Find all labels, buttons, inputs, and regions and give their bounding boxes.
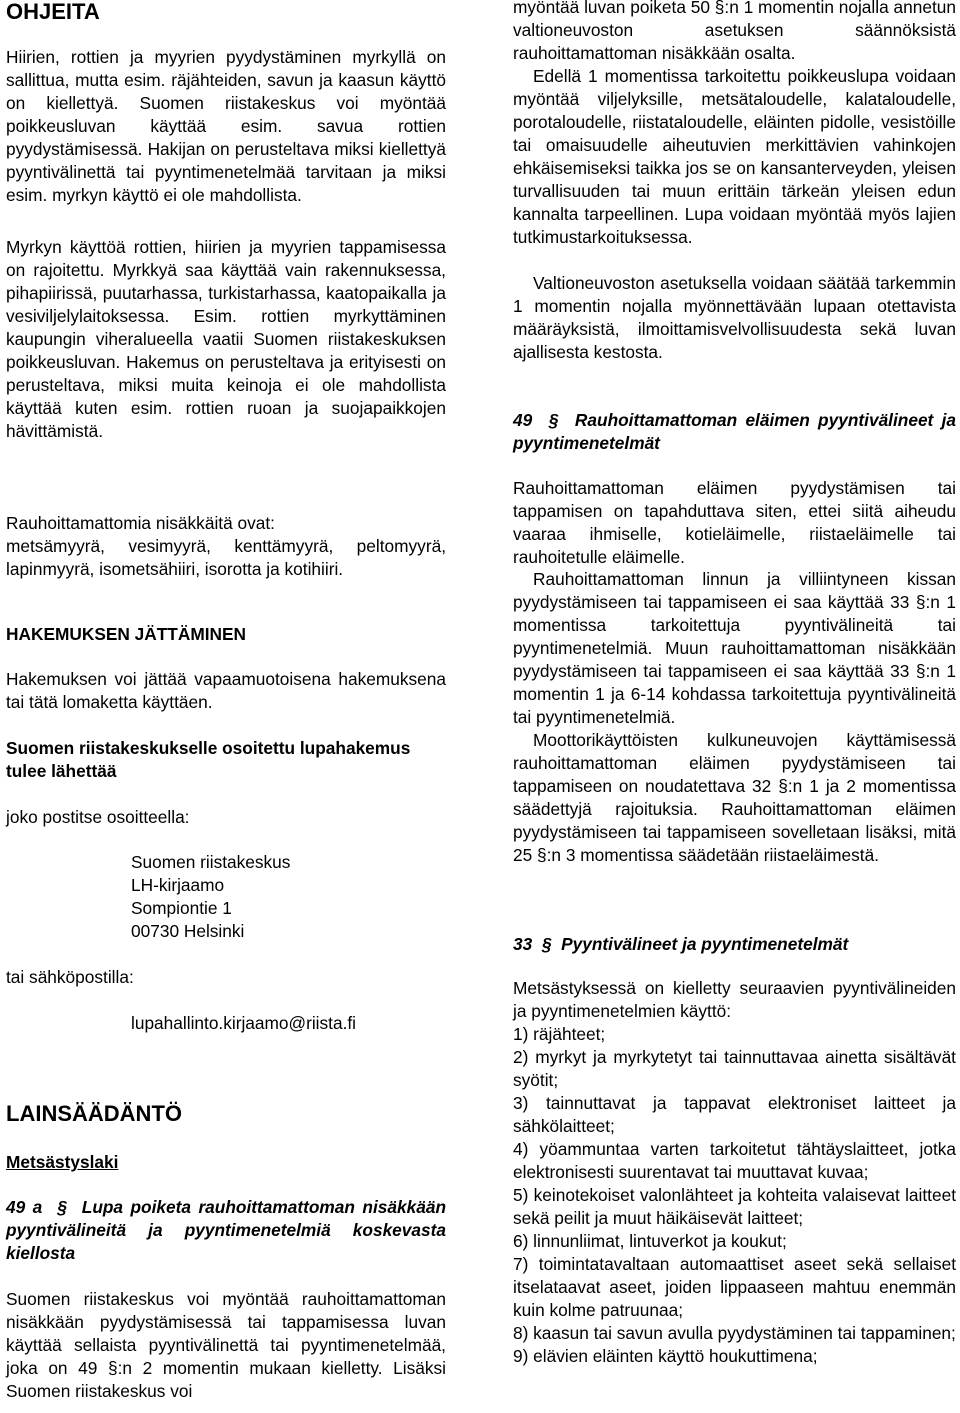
section-33-heading xyxy=(513,933,848,956)
section-49a-paragraph-2: Edellä 1 momentissa tarkoitettu poikkeuslupa voidaan myöntää viljelyksille, metsätaloudelle, kalataloudelle, porotaloudelle, riistataloudelle, eläinten pidolle, vesistöille tai omaisuudelle aiheutuvien merkittävien vahinkojen ehkäisemiseksi taikka jos se on kansanterveyden, yleisen turvallisuuden tai muun erittäin tärkeän yleisen edun kannalta tarpeellinen. Lupa voidaan myöntää myös lajien tutkimustarkoituksessa. xyxy=(513,66,956,247)
section-title: Lupa poiketa rauhoittamattoman nisäkkään pyyntivälineitä ja pyyntimenetelmiä koskevasta kiellosta xyxy=(6,1197,446,1263)
list-item: 4) yöammuntaa varten tarkoitetut tähtäyslaitteet, jotka elektronisesti suurentavat tai muuttavat kuvaa; xyxy=(513,1139,956,1182)
ohjeita-heading: OHJEITA xyxy=(6,0,100,24)
application-paragraph: Hakemuksen voi jättää vapaamuotoisena hakemuksena tai tätä lomaketta käyttäen. xyxy=(6,669,446,712)
unprotected-mammals-list: metsämyyrä, vesimyyrä, kenttämyyrä, peltomyyrä, lapinmyyrä, isometsähiiri, isorotta ja kotihiiri. xyxy=(6,536,446,579)
hunting-act-title: Metsästyslaki xyxy=(6,1152,119,1172)
application-submission-heading: HAKEMUKSEN JÄTTÄMINEN xyxy=(6,624,247,644)
address-line: LH-kirjaamo xyxy=(131,875,225,895)
address-line: Sompiontie 1 xyxy=(131,898,232,918)
section-sign: § xyxy=(548,410,559,430)
section-49-paragraph-1: Rauhoittamattoman eläimen pyydystämisen tai tappamisen on tapahduttava siten, ettei siitä aiheudu vaaraa ihmiselle, kotieläimelle, riistaeläimelle tai rauhoitetulle eläimelle. xyxy=(513,478,956,567)
list-item: 3) tainnuttavat ja tappavat elektroniset laitteet ja sähkölaitteet; xyxy=(513,1093,956,1136)
section-title: Pyyntivälineet ja pyyntimenetelmät xyxy=(561,934,849,954)
section-number: 49 xyxy=(513,410,533,430)
section-sign: § xyxy=(541,934,552,954)
section-sign: § xyxy=(57,1197,67,1217)
list-item: 5) keinotekoiset valonlähteet ja kohteita valaisevat laitteet sekä peilit ja muut häikäisevät laitteet; xyxy=(513,1185,956,1228)
instructions-paragraph-2: Myrkyn käyttöä rottien, hiirien ja myyrien tappamisessa on rajoitettu. Myrkkyä saa käyttää vain rakennuksessa, pihapiirissä, puutarhassa, turkistarhassa, kaatopaikalla ja vesiviljelylaitoksessa. Esim. rottien myrkyttäminen kaupungin viheralueella vaatii Suomen riistakeskuksen poikkeusluvan. Hakemus on perusteltava ja erityisesti on perusteltava, miksi muita keinoja ei ole mahdollista käyttää kuten esim. rottien ruoan ja suojapaikkojen hävittämistä. xyxy=(6,237,446,441)
list-item: 8) kaasun tai savun avulla pyydystäminen tai tappaminen; xyxy=(513,1323,956,1343)
section-49-heading xyxy=(513,409,956,455)
email-address: lupahallinto.kirjaamo@riista.fi xyxy=(131,1013,357,1033)
instructions-paragraph-1: Hiirien, rottien ja myyrien pyydystäminen myrkyllä on sallittua, mutta esim. räjähteiden, savun ja kaasun käyttö on kiellettyä. Suomen riistakeskus voi myöntää poikkeusluvan käyttää esim. savua rottien pyydystämisessä. Hakijan on perusteltava miksi kiellettyä pyyntivälinettä tai pyyntimenetelmää tarvitaan ja miksi esim. myrkyn käyttö ei ole mahdollista. xyxy=(6,47,446,205)
address-line: 00730 Helsinki xyxy=(131,921,245,941)
postal-address xyxy=(131,851,290,943)
section-49a-paragraph-3: Valtioneuvoston asetuksella voidaan säätää tarkemmin 1 momentin nojalla myönnettävään lupaan otettavista määräyksistä, ilmoittamisvelvollisuudesta sekä luvan ajallisesta kestosta. xyxy=(513,273,956,362)
section-33-body xyxy=(513,977,956,1368)
list-item: 9) elävien eläinten käyttö houkuttimena; xyxy=(513,1346,818,1366)
section-number: 33 xyxy=(513,934,533,954)
section-49-paragraph-3: Moottorikäyttöisten kulkuneuvojen käyttämisessä rauhoittamattoman eläimen pyydystämiseen tai tappamiseen on noudatettava 32 §:n 1 ja 2 momentissa säädettyjä rajoituksia. Rauhoittamattoman eläimen pyydystämiseen tai tappamiseen sovelletaan lisäksi, mitä 25 §:n 3 momentissa säädetään riistaeläimestä. xyxy=(513,730,956,865)
unprotected-mammals-label: Rauhoittamattomia nisäkkäitä ovat: xyxy=(6,513,275,533)
section-49-paragraph-2: Rauhoittamattoman linnun ja villiintyneen kissan pyydystämiseen tai tappamiseen ei saa käyttää 33 §:n 1 momentissa tarkoitettuja pyyntivälineitä tai pyyntimenetelmiä. Muun rauhoittamattoman nisäkkään pyydystämiseen tai tappamiseen ei saa käyttää 33 §:n 1 momentin 1 ja 6-14 kohdassa tarkoitettuja pyyntivälineitä tai pyyntimenetelmiä. xyxy=(513,569,956,727)
send-to-heading: Suomen riistakeskukselle osoitettu lupahakemus tulee lähettää xyxy=(6,738,411,781)
by-email-label: tai sähköpostilla: xyxy=(6,967,134,987)
unprotected-mammals-block xyxy=(6,512,446,581)
list-item: 6) linnunliimat, lintuverkot ja koukut; xyxy=(513,1231,787,1251)
section-49a-continued: myöntää luvan poiketa 50 §:n 1 momentin nojalla annetun valtioneuvoston asetuksen säännöksistä rauhoittamattoman nisäkkään osalta. xyxy=(513,0,956,63)
section-33-intro: Metsästyksessä on kielletty seuraavien pyyntivälineiden ja pyyntimenetelmien käyttö: xyxy=(513,978,956,1021)
list-item: 2) myrkyt ja myrkytetyt tai tainnuttavaa ainetta sisältävät syötit; xyxy=(513,1047,956,1090)
section-number: 49 a xyxy=(6,1197,43,1217)
section-title: Rauhoittamattoman eläimen pyyntivälineet ja pyyntimenetelmät xyxy=(513,410,956,453)
section-49a-heading xyxy=(6,1196,446,1265)
list-item: 7) toimintatavaltaan automaattiset aseet sekä sellaiset itselataavat aseet, joiden lippaaseen mahtuu enemmän kuin kolme patruunaa; xyxy=(513,1254,956,1320)
address-line: Suomen riistakeskus xyxy=(131,852,291,872)
by-post-label: joko postitse osoitteella: xyxy=(6,807,190,827)
section-49a-paragraph: Suomen riistakeskus voi myöntää rauhoittamattoman nisäkkään pyydystämisessä tai tappamisessa luvan käyttää sellaista pyyntivälinettä tai pyyntimenetelmää, joka on 49 §:n 2 momentin mukaan kielletty. Lisäksi Suomen riistakeskus voi xyxy=(6,1289,446,1401)
legislation-heading: LAINSÄÄDÄNTÖ xyxy=(6,1101,182,1126)
list-item: 1) räjähteet; xyxy=(513,1024,606,1044)
